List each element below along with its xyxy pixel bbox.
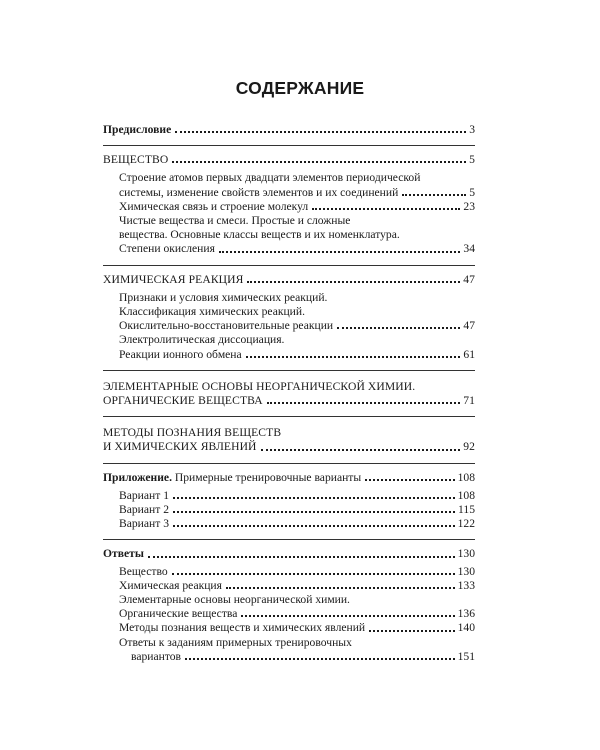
dot-leader: [173, 524, 455, 527]
entry-page: 136: [457, 607, 475, 621]
dot-leader: [219, 250, 461, 253]
entry-label: Вариант 3: [119, 517, 169, 531]
toc-entry-answers[interactable]: [103, 547, 475, 561]
toc-subentry[interactable]: [103, 621, 475, 635]
dot-leader: [246, 355, 461, 358]
table-of-contents: [103, 123, 475, 664]
toc-subentry[interactable]: [103, 636, 475, 664]
dot-leader: [172, 160, 466, 163]
entry-page: 151: [457, 649, 475, 663]
toc-subentry[interactable]: [103, 291, 475, 334]
toc-entry-reaction[interactable]: [103, 273, 475, 287]
toc-entry-preface[interactable]: [103, 123, 475, 137]
entry-label: Примерные тренировочные варианты: [171, 470, 362, 484]
entry-page: 92: [463, 440, 475, 454]
entry-label-line: Классификация химических реакций.: [119, 305, 305, 319]
entry-page: 130: [457, 564, 475, 578]
toc-subentry[interactable]: [103, 171, 475, 199]
entry-label-line: Ответы к заданиям примерных тренировочных: [119, 635, 352, 649]
entry-page: 23: [463, 199, 475, 213]
entry-page: 115: [458, 503, 475, 517]
entry-label: ХИМИЧЕСКАЯ РЕАКЦИЯ: [103, 272, 244, 286]
entry-label-line: Степени окисления: [119, 242, 215, 256]
dot-leader: [226, 586, 455, 589]
toc-subentry-variant-1[interactable]: [103, 489, 475, 503]
dot-leader: [402, 193, 466, 196]
entry-label: Химическая реакция: [119, 578, 222, 592]
entry-label: ВЕЩЕСТВО: [103, 153, 169, 167]
toc-subentry[interactable]: [103, 593, 475, 621]
entry-label-line: ЭЛЕМЕНТАРНЫЕ ОСНОВЫ НЕОРГАНИЧЕСКОЙ ХИМИИ.: [103, 379, 416, 393]
entry-page: 61: [463, 347, 475, 361]
entry-page: 130: [457, 547, 475, 561]
entry-label-bold: Приложение.: [103, 470, 172, 484]
toc-subentry[interactable]: [103, 579, 475, 593]
entry-page: 133: [457, 578, 475, 592]
toc-subentry[interactable]: [103, 565, 475, 579]
entry-page: 34: [463, 242, 475, 256]
entry-page: 122: [457, 517, 475, 531]
entry-label-line: Химическая связь и строение молекул: [119, 199, 309, 213]
toc-subentry[interactable]: [103, 214, 475, 257]
toc-subentry[interactable]: [103, 333, 475, 361]
toc-subentry-variant-3[interactable]: [103, 517, 475, 531]
entry-label: Вариант 2: [119, 503, 169, 517]
entry-page: 3: [469, 123, 475, 136]
dot-leader: [369, 629, 454, 632]
entry-label: Вещество: [119, 564, 168, 578]
dot-leader: [175, 130, 466, 133]
dot-leader: [337, 326, 460, 329]
entry-page: 5: [469, 185, 475, 199]
page-title: СОДЕРЖАНИЕ: [235, 78, 365, 98]
entry-label-line: Органические вещества: [119, 607, 238, 621]
entry-label: Ответы: [103, 547, 144, 561]
toc-entry-appendix[interactable]: [103, 471, 475, 485]
toc-subentry[interactable]: [103, 200, 475, 214]
dot-leader: [247, 280, 460, 283]
dot-leader: [241, 614, 454, 617]
entry-label-line: Электролитическая диссоциация.: [119, 333, 285, 347]
entry-label-line: Окислительно-восстановительные реакции: [119, 319, 334, 333]
entry-page: 47: [463, 272, 475, 286]
dot-leader: [185, 657, 455, 660]
dot-leader: [148, 555, 455, 558]
entry-label-line: И ХИМИЧЕСКИХ ЯВЛЕНИЙ: [103, 440, 257, 454]
entry-label-line: ОРГАНИЧЕСКИЕ ВЕЩЕСТВА: [103, 394, 263, 408]
entry-page: 108: [457, 470, 475, 484]
dot-leader: [173, 510, 455, 513]
entry-page: 140: [457, 621, 475, 635]
entry-label-line: вариантов: [131, 649, 182, 663]
entry-label-line: Элементарные основы неорганической химии.: [119, 593, 350, 607]
entry-label-line: Чистые вещества и смеси. Простые и сложные: [119, 214, 351, 228]
dot-leader: [261, 448, 461, 451]
toc-entry-elementary[interactable]: [103, 380, 475, 408]
entry-label-line: Строение атомов первых двадцати элементов периодической: [119, 171, 421, 185]
toc-entry-veshchestvo[interactable]: [103, 153, 475, 167]
entry-label: Предисловие: [103, 123, 172, 136]
entry-label-line: вещества. Основные классы веществ и их номенклатура.: [119, 228, 400, 242]
dot-leader: [172, 572, 455, 575]
entry-label-line: Признаки и условия химических реакций.: [119, 290, 328, 304]
entry-page: 5: [469, 153, 475, 167]
dot-leader: [173, 496, 455, 499]
entry-page: 71: [463, 394, 475, 408]
toc-subentry-variant-2[interactable]: [103, 503, 475, 517]
entry-label-line: МЕТОДЫ ПОЗНАНИЯ ВЕЩЕСТВ: [103, 426, 282, 440]
entry-label: Методы познания веществ и химических явлений: [119, 621, 366, 635]
dot-leader: [312, 207, 460, 210]
entry-page: 47: [463, 319, 475, 333]
dot-leader: [267, 401, 461, 404]
entry-page: 108: [457, 488, 475, 502]
entry-label: Вариант 1: [119, 488, 169, 502]
dot-leader: [365, 478, 454, 481]
toc-entry-methods[interactable]: [103, 426, 475, 454]
entry-label-line: системы, изменение свойств элементов и их соединений: [119, 185, 399, 199]
entry-label-line: Реакции ионного обмена: [119, 347, 242, 361]
